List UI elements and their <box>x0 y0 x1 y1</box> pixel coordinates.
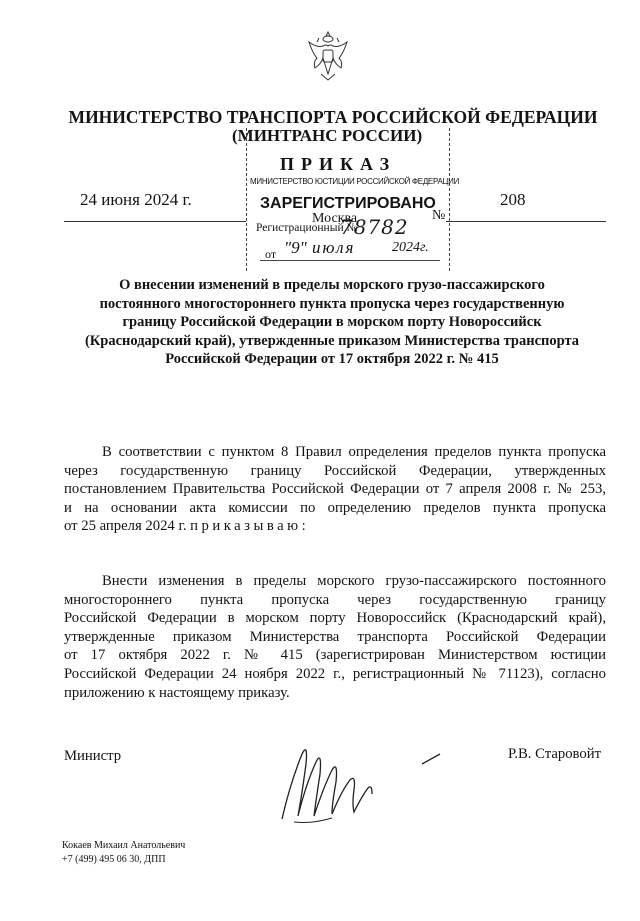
decree-line: Российской Федерации в морском порту Новороссийск (Краснодарский край), <box>64 610 606 627</box>
stamp-date-prefix: от <box>265 247 277 261</box>
order-word: приказываю: <box>190 518 310 535</box>
date-underline <box>64 221 246 222</box>
executor-name: Кокаев Михаил Анатольевич <box>62 840 186 851</box>
ministry-short-name: (МИНТРАНС РОССИИ) <box>232 126 423 145</box>
handwritten-signature <box>272 724 442 834</box>
order-date: 24 июня 2024 г. <box>80 190 192 209</box>
decree-line: Внести изменения в пределы морского грузо-пассажирского постоянного <box>102 573 606 589</box>
stamp-reg-number: 78782 <box>340 215 409 239</box>
preamble-line: от 25 апреля 2024 г. приказываю: <box>64 518 310 535</box>
document-type: ПРИКАЗ <box>280 154 397 174</box>
stamp-date-underline <box>260 260 440 261</box>
decree-line: от 17 октября 2022 г. № 415 (зарегистрирован Министерством юстиции <box>64 647 606 664</box>
preamble-line: постановлением Правительства Российской Федерации от 7 апреля 2008 г. № 253, <box>64 481 606 498</box>
stamp-city: Москва <box>312 211 358 226</box>
stamp-month: июля <box>312 238 356 257</box>
decree-line: приложению к настоящему приказу. <box>64 684 290 701</box>
preamble-line: через государственную границу Российской Федерации, утвержденных <box>64 462 606 479</box>
stamp-day: "9" <box>284 238 307 257</box>
preamble-line: и на основании акта комиссии по определению пределов пункта пропуска <box>64 499 606 516</box>
decree-line: утвержденные приказом Министерства транспорта Российской Федерации <box>64 628 606 645</box>
executor-phone: +7 (499) 495 06 30, ДПП <box>62 854 166 865</box>
stamp-number-sign: № <box>432 208 446 223</box>
decree-line: многостороннего пункта пропуска через государственную границу <box>64 591 606 608</box>
state-emblem-icon <box>303 28 353 84</box>
preamble-line: В соответствии с пунктом 8 Правил определения пределов пункта пропуска <box>102 444 606 460</box>
stamp-registered: ЗАРЕГИСТРИРОВАНО <box>260 195 436 212</box>
stamp-reg-label: Регистрационный № <box>256 222 358 234</box>
decree-line: Российской Федерации 24 ноября 2022 г., регистрационный № 71123), согласно <box>64 665 606 682</box>
executor-info <box>62 839 185 867</box>
stamp-agency: МИНИСТЕРСТВО ЮСТИЦИИ РОССИЙСКОЙ ФЕДЕРАЦИИ <box>250 177 460 186</box>
signatory-title: Министр <box>64 748 122 764</box>
ministry-name: МИНИСТЕРСТВО ТРАНСПОРТА РОССИЙСКОЙ ФЕДЕРАЦИИ <box>68 107 598 127</box>
order-number: 208 <box>500 190 526 209</box>
stamp-year: 2024г. <box>392 240 429 255</box>
number-underline <box>446 221 606 222</box>
signatory-name: Р.В. Старовойт <box>508 746 602 762</box>
preamble-paragraph <box>64 443 606 536</box>
order-title: О внесении изменений в пределы морского грузо-пассажирского постоянного многостороннего пункта пропуска через государственную границу Российской Федерации в морском порту Новороссийск (Краснодарский край), утвержденные приказом Министерства транспорта Российской Федерации от 17 октября 2022 г. № 415 <box>84 277 580 368</box>
decree-paragraph <box>64 572 606 702</box>
